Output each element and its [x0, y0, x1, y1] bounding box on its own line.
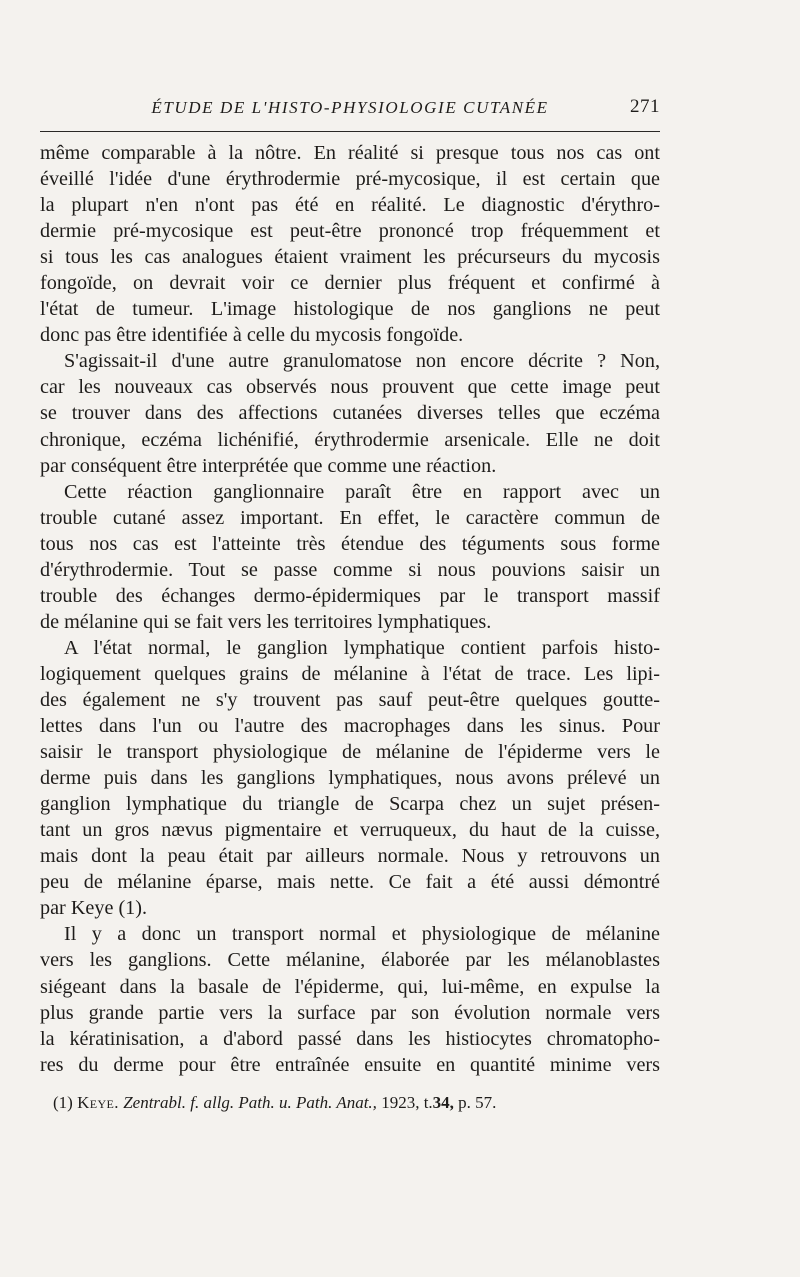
text-line: la plupart n'en n'ont pas été en réalité. Le diagnostic d'érythro- — [40, 194, 660, 217]
text-line: trouble cutané assez important. En effet, le caractère commun de — [40, 506, 660, 529]
text-line: plus grande partie vers la surface par son évolution normale vers — [40, 1001, 660, 1024]
text-line: d'érythrodermie. Tout se passe comme si nous pouvions saisir un — [40, 558, 660, 581]
text-line: lettes dans l'un ou l'autre des macrophages dans les sinus. Pour — [40, 715, 660, 738]
text-line: peu de mélanine éparse, mais nette. Ce fait a été aussi démontré — [40, 871, 660, 894]
text-line: trouble des échanges dermo-épidermiques par le transport massif — [40, 584, 660, 607]
text-line: tant un gros nævus pigmentaire et verruqueux, du haut de la cuisse, — [40, 819, 660, 842]
text-line: l'état de tumeur. L'image histologique de nos ganglions ne peut — [40, 298, 660, 321]
text-line: des également ne s'y trouvent pas sauf peut-être quelques goutte- — [40, 688, 660, 711]
footnote — [53, 1093, 653, 1113]
text-line: siégeant dans la basale de l'épiderme, qui, lui-même, en expulse la — [40, 975, 660, 998]
text-line: A l'état normal, le ganglion lymphatique contient parfois histo- — [64, 636, 660, 659]
footnote-pages: p. 57. — [458, 1093, 497, 1112]
running-title: ÉTUDE DE L'HISTO-PHYSIOLOGIE CUTANÉE — [151, 98, 549, 117]
text-line: saisir le transport physiologique de mélanine de l'épiderme vers le — [40, 741, 660, 764]
footnote-year: 1923, — [381, 1093, 420, 1112]
text-line: par conséquent être interprétée que comme une réaction. — [40, 454, 497, 477]
text-line: la kératinisation, a d'abord passé dans les histiocytes chromatopho- — [40, 1027, 660, 1050]
text-line: res du derme pour être entraînée ensuite en quantité minime vers — [40, 1053, 660, 1076]
text-line: Il y a donc un transport normal et physiologique de mélanine — [64, 923, 660, 946]
text-line: fongoïde, on devrait voir ce dernier plus fréquent et confirmé à — [40, 272, 660, 295]
footnote-volume: 34, — [432, 1093, 454, 1112]
text-line: vers les ganglions. Cette mélanine, élaborée par les mélanoblastes — [40, 949, 660, 972]
text-line: si tous les cas analogues étaient vraiment les précurseurs du mycosis — [40, 246, 660, 269]
header-rule — [40, 131, 660, 132]
text-line: logiquement quelques grains de mélanine à l'état de trace. Les lipi- — [40, 662, 660, 685]
text-line: de mélanine qui se fait vers les territoires lymphatiques. — [40, 610, 492, 633]
text-line: car les nouveaux cas observés nous prouvent que cette image peut — [40, 376, 660, 399]
page-number: 271 — [630, 96, 660, 117]
text-line: chronique, eczéma lichénifié, érythrodermie arsenicale. Elle ne doit — [40, 428, 660, 451]
text-line: éveillé l'idée d'une érythrodermie pré-mycosique, il est certain que — [40, 168, 660, 191]
text-line: tous nos cas est l'atteinte très étendue des téguments sous forme — [40, 532, 660, 555]
footnote-journal: Zentrabl. f. allg. Path. u. Path. Anat., — [123, 1093, 377, 1112]
running-head — [40, 96, 660, 120]
footnote-volume-prefix: t. — [423, 1093, 433, 1112]
text-line: S'agissait-il d'une autre granulomatose non encore décrite ? Non, — [64, 350, 660, 373]
text-line: se trouver dans des affections cutanées diverses telles que eczéma — [40, 402, 660, 425]
text-line: derme puis dans les ganglions lymphatiques, nous avons prélevé un — [40, 767, 660, 790]
text-line: mais dont la peau était par ailleurs normale. Nous y retrouvons un — [40, 845, 660, 868]
text-line: dermie pré-mycosique est peut-être prononcé trop fréquemment et — [40, 220, 660, 243]
text-line: donc pas être identifiée à celle du mycosis fongoïde. — [40, 324, 464, 347]
text-line: ganglion lymphatique du triangle de Scarpa chez un sujet présen- — [40, 793, 660, 816]
footnote-author: Keye. — [77, 1093, 119, 1112]
body-text — [40, 140, 660, 1078]
text-line: par Keye (1). — [40, 897, 148, 920]
footnote-marker: (1) — [53, 1093, 73, 1112]
text-line: même comparable à la nôtre. En réalité si presque tous nos cas ont — [40, 142, 660, 164]
text-line: Cette réaction ganglionnaire paraît être en rapport avec un — [64, 480, 660, 503]
